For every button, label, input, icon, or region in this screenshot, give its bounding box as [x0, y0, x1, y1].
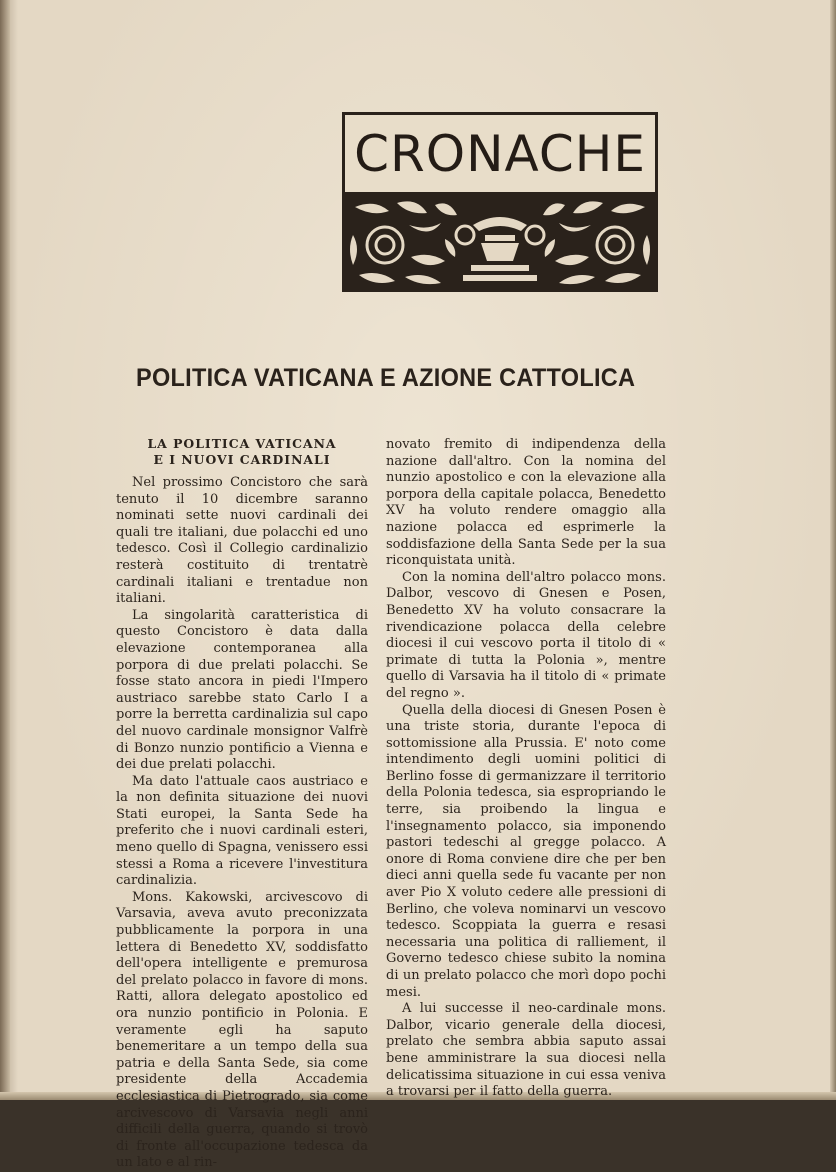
section-masthead [342, 112, 658, 292]
floral-ornament-icon [345, 195, 655, 289]
article-title: POLITICA VATICANA E AZIONE CATTOLICA [136, 364, 636, 392]
paragraph: A lui successe il neo-cardinale mons. Dalbor, vicario generale della diocesi, prelato che sembra abbia saputo assai bene amministrare la sua diocesi nella delicatissima situazione in cui essa veniva a trovarsi per il fatto della guerra. [386, 1001, 666, 1100]
paragraph: La singolarità caratteristica di questo Concistoro è data dalla elevazione contemporanea alla porpora di due prelati polacchi. Se fosse stato ancora in piedi l'Impero austriaco sarebbe stato Carlo I a porre la berretta cardinalizia sul capo del nuovo cardinale monsignor Valfrè di Bonzo nunzio pontificio a Vienna e dei due prelati polacchi. [116, 607, 368, 773]
section-heading [116, 436, 368, 468]
article-column-right [386, 437, 666, 1101]
paragraph: Con la nomina dell'altro polacco mons. Dalbor, vescovo di Gnesen e Posen, Benedetto XV ha voluto consacrare la rivendicazione polacca della celebre diocesi il cui vescovo porta il titolo di « primate di tutta la Polonia », mentre quello di Varsavia ha il titolo di « primate del regno ». [386, 569, 666, 701]
page-right-edge [830, 0, 836, 1100]
section-heading-line: LA POLITICA VATICANA [147, 436, 337, 451]
masthead-title: CRONACHE [345, 115, 655, 195]
article-column-left [116, 436, 368, 1172]
section-heading-line: E I NUOVI CARDINALI [153, 452, 331, 467]
paragraph: Mons. Kakowski, arcivescovo di Varsavia, aveva avuto preconizzata pubblicamente la porpora in una lettera di Benedetto XV, soddisfatto dell'opera intelligente e premurosa del prelato polacco in favore di mons. Ratti, allora delegato apostolico ed ora nunzio pontificio in Polonia. E veramente egli ha saputo benemeritare a un tempo della sua patria e della Santa Sede, sia come presidente della Accademia ecclesiastica di Pietrogrado, sia come arcivescovo di Varsavia negli anni difficili della guerra, quando si trovò di fronte all'occupazione tedesca da un lato e al rin- [116, 889, 368, 1171]
paragraph: Nel prossimo Concistoro che sarà tenuto il 10 dicembre saranno nominati sette nuovi cardinali dei quali tre italiani, due polacchi ed uno tedesco. Così il Collegio cardinalizio resterà costituito di trentatrè cardinali italiani e trentadue non italiani. [116, 475, 368, 607]
paragraph: novato fremito di indipendenza della nazione dall'altro. Con la nomina del nunzio apostolico e con la elevazione alla porpora della capitale polacca, Benedetto XV ha voluto rendere omaggio alla nazione polacca ed esprimerle la soddisfazione della Santa Sede per la sua riconquistata unità. [386, 437, 666, 569]
page-spine-shadow [0, 0, 10, 1100]
paragraph: Quella della diocesi di Gnesen Posen è una triste storia, durante l'epoca di sottomissione alla Prussia. E' noto come intendimento degli uomini politici di Berlino fosse di germanizzare il territorio della Polonia tedesca, sia espropriando le terre, sia proibendo la lingua e l'insegnamento polacco, sia imponendo pastori tedeschi al gregge polacco. A onore di Roma conviene dire che per ben dieci anni quella sede fu vacante per non aver Pio X voluto cedere alle pressioni di Berlino, che voleva nominarvi un vescovo tedesco. Scoppiata la guerra e resasi necessaria una politica di ralliement, il Governo tedesco chiese subito la nomina di un prelato polacco che morì dopo pochi mesi. [386, 702, 666, 1000]
paragraph: Ma dato l'attuale caos austriaco e la non definita situazione dei nuovi Stati europei, la Santa Sede ha preferito che i nuovi cardinali esteri, meno quello di Spagna, venissero essi stessi a Roma a ricevere l'investitura cardinalizia. [116, 773, 368, 889]
